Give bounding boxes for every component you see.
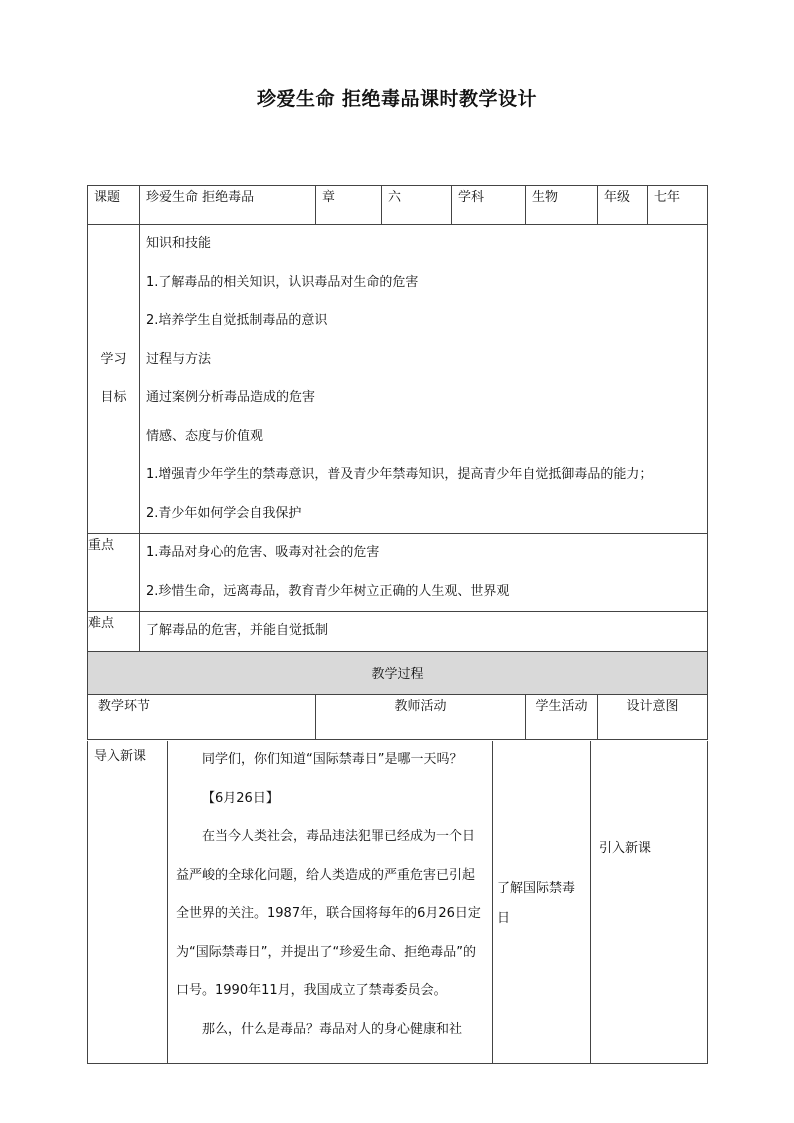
key-points-row xyxy=(88,534,708,612)
objective-line: 2.培养学生自觉抵制毒品的意识 xyxy=(146,313,328,328)
teacher-paragraph: 同学们，你们知道“国际禁毒日”是哪一天吗？ xyxy=(202,752,463,767)
col-stage-header: 教学环节 xyxy=(88,694,316,739)
col-student-header: 学生活动 xyxy=(526,694,598,739)
topic-label: 课题 xyxy=(88,186,140,225)
difficulty-label: 难点 xyxy=(88,612,140,652)
process-banner-row xyxy=(88,651,708,694)
teacher-paragraph: 那么，什么是毒品？毒品对人的身心健康和社 xyxy=(202,1021,463,1037)
intro-student-activity xyxy=(493,741,591,1063)
objective-line: 情感、态度与价值观 xyxy=(146,428,264,444)
key-points-content xyxy=(140,534,708,612)
student-activity-text: 了解国际禁毒日 xyxy=(497,881,576,926)
header-row xyxy=(88,186,708,225)
objectives-label-line1: 学习 xyxy=(100,352,127,367)
difficulty-content xyxy=(140,612,708,652)
key-point-line: 2.珍惜生命，远离毒品，教育青少年树立正确的人生观、世界观 xyxy=(146,583,510,599)
grade-label: 年级 xyxy=(598,186,648,225)
col-teacher-header: 教师活动 xyxy=(316,694,526,739)
difficulty-text: 了解毒品的危害，并能自觉抵制 xyxy=(146,623,329,638)
objectives-label xyxy=(88,225,140,534)
teacher-paragraph: 【6月26日】 xyxy=(202,790,279,806)
lesson-plan-table xyxy=(87,185,708,740)
col-design-header: 设计意图 xyxy=(598,694,708,739)
objective-line: 1.增强青少年学生的禁毒意识，普及青少年禁毒知识，提高青少年自觉抵御毒品的能力； xyxy=(146,467,653,482)
intro-teacher-activity xyxy=(168,741,493,1063)
intro-stage: 导入新课 xyxy=(88,741,168,1063)
objective-line: 知识和技能 xyxy=(146,236,212,251)
objective-line: 过程与方法 xyxy=(146,351,212,367)
difficulty-row xyxy=(88,612,708,652)
objective-line: 1.了解毒品的相关知识，认识毒品对生命的危害 xyxy=(146,274,419,290)
page-title: 珍爱生命 拒绝毒品课时教学设计 xyxy=(256,88,538,110)
teacher-paragraph: 在当今人类社会，毒品违法犯罪已经成为一个日益严峻的全球化问题，给人类造成的严重危害已引起全世界的关注。1987年，联合国将每年的6月26日定为“国际禁毒日”，并提出了“珍爱生命、拒绝毒品”的口号。1990年11月，我国成立了禁毒委员会。 xyxy=(176,829,481,998)
objectives-row xyxy=(88,225,708,534)
objective-line: 通过案例分析毒品造成的危害 xyxy=(146,390,316,405)
subject-label: 学科 xyxy=(452,186,526,225)
process-banner: 教学过程 xyxy=(88,651,708,694)
grade-value: 七年 xyxy=(648,186,708,225)
objectives-content xyxy=(140,225,708,534)
key-point-line: 1.毒品对身心的危害、吸毒对社会的危害 xyxy=(146,545,380,560)
design-intent-text: 引入新课 xyxy=(599,841,652,856)
subject-value: 生物 xyxy=(526,186,598,225)
key-points-label: 重点 xyxy=(88,534,140,612)
process-body-table xyxy=(87,741,708,1064)
intro-design-intent xyxy=(591,741,708,1063)
chapter-value: 六 xyxy=(382,186,452,225)
objectives-label-line2: 目标 xyxy=(100,390,127,405)
objective-line: 2.青少年如何学会自我保护 xyxy=(146,505,302,521)
intro-row xyxy=(88,741,708,1063)
topic-value: 珍爱生命 拒绝毒品 xyxy=(140,186,316,225)
chapter-label: 章 xyxy=(316,186,382,225)
process-column-header-row xyxy=(88,694,708,739)
